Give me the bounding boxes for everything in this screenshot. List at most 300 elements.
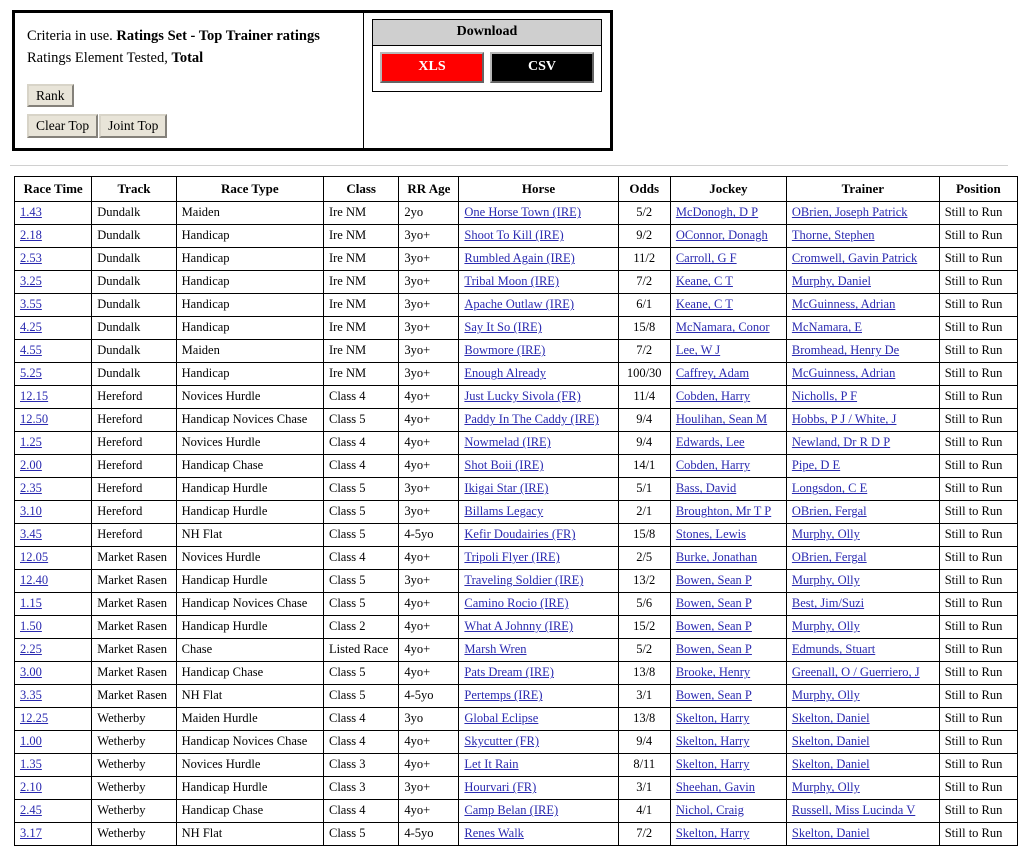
- cell-jockey-link[interactable]: Bowen, Sean P: [675, 642, 752, 657]
- cell-horse-link[interactable]: Camino Rocio (IRE): [464, 596, 569, 611]
- joint-top-button[interactable]: Joint Top: [99, 114, 167, 138]
- cell-horse[interactable]: [459, 799, 618, 822]
- cell-horse-link[interactable]: Camp Belan (IRE): [464, 803, 559, 818]
- cell-jockey[interactable]: [670, 753, 786, 776]
- table-row: [15, 385, 1018, 408]
- cell-trainer-link[interactable]: Longsdon, C E: [791, 481, 868, 496]
- cell-horse[interactable]: [459, 638, 618, 661]
- cell-horse[interactable]: [459, 592, 618, 615]
- cell-jockey-link[interactable]: Brooke, Henry: [675, 665, 751, 680]
- cell-horse-link[interactable]: Traveling Soldier (IRE): [464, 573, 584, 588]
- cell-horse[interactable]: [459, 776, 618, 799]
- download-box: [372, 19, 602, 92]
- cell-trainer-link[interactable]: McGuinness, Adrian: [791, 297, 896, 312]
- cell-track: Hereford: [92, 431, 176, 454]
- header-odds[interactable]: Odds: [618, 176, 670, 201]
- cell-trainer-link[interactable]: Nicholls, P F: [791, 389, 858, 404]
- cell-trainer[interactable]: [786, 569, 939, 592]
- cell-trainer[interactable]: [786, 707, 939, 730]
- cell-race-time[interactable]: [15, 799, 92, 822]
- cell-trainer-link[interactable]: Hobbs, P J / White, J: [791, 412, 897, 427]
- cell-race-time[interactable]: [15, 661, 92, 684]
- cell-horse-link[interactable]: Let It Rain: [464, 757, 519, 772]
- rank-button[interactable]: Rank: [27, 84, 74, 108]
- cell-odds: 15/8: [618, 316, 670, 339]
- cell-trainer[interactable]: [786, 523, 939, 546]
- cell-jockey[interactable]: [670, 707, 786, 730]
- cell-rr-age: 4yo+: [399, 615, 459, 638]
- cell-trainer[interactable]: [786, 293, 939, 316]
- cell-rr-age: 3yo+: [399, 339, 459, 362]
- cell-horse-link[interactable]: One Horse Town (IRE): [464, 205, 581, 220]
- cell-horse[interactable]: [459, 546, 618, 569]
- cell-jockey[interactable]: [670, 293, 786, 316]
- cell-trainer[interactable]: [786, 753, 939, 776]
- cell-race-time-link[interactable]: 12.25: [20, 711, 49, 726]
- cell-jockey-link[interactable]: Bowen, Sean P: [675, 688, 752, 703]
- cell-race-time-link[interactable]: 2.35: [20, 481, 42, 496]
- cell-track: Hereford: [92, 523, 176, 546]
- cell-horse-link[interactable]: Global Eclipse: [464, 711, 539, 726]
- results-body: [15, 201, 1018, 845]
- cell-jockey-link[interactable]: Keane, C T: [675, 297, 733, 312]
- cell-horse[interactable]: [459, 201, 618, 224]
- cell-trainer-link[interactable]: Edmunds, Stuart: [791, 642, 876, 657]
- cell-odds: 9/4: [618, 730, 670, 753]
- cell-horse-link[interactable]: Tripoli Flyer (IRE): [464, 550, 560, 565]
- cell-trainer-link[interactable]: McGuinness, Adrian: [791, 366, 896, 381]
- cell-jockey-link[interactable]: Keane, C T: [675, 274, 733, 289]
- cell-class: Class 5: [323, 523, 398, 546]
- cell-jockey-link[interactable]: Nichol, Craig: [675, 803, 744, 818]
- cell-horse-link[interactable]: Say It So (IRE): [464, 320, 542, 335]
- cell-race-time[interactable]: [15, 569, 92, 592]
- cell-race-time[interactable]: [15, 753, 92, 776]
- cell-class: Ire NM: [323, 270, 398, 293]
- cell-track: Wetherby: [92, 707, 176, 730]
- cell-trainer[interactable]: [786, 592, 939, 615]
- cell-horse[interactable]: [459, 454, 618, 477]
- cell-horse[interactable]: [459, 730, 618, 753]
- cell-race-time-link[interactable]: 2.10: [20, 780, 42, 795]
- table-row: [15, 523, 1018, 546]
- cell-jockey-link[interactable]: Skelton, Harry: [675, 757, 750, 772]
- cell-race-type: Handicap Hurdle: [176, 776, 323, 799]
- cell-jockey[interactable]: [670, 638, 786, 661]
- cell-class: Class 4: [323, 431, 398, 454]
- cell-trainer[interactable]: [786, 546, 939, 569]
- cell-rr-age: 3yo+: [399, 776, 459, 799]
- cell-trainer[interactable]: [786, 385, 939, 408]
- cell-jockey[interactable]: [670, 270, 786, 293]
- cell-horse-link[interactable]: Apache Outlaw (IRE): [464, 297, 575, 312]
- header-trainer[interactable]: Trainer: [786, 176, 939, 201]
- cell-position: Still to Run: [939, 523, 1017, 546]
- cell-odds: 5/2: [618, 201, 670, 224]
- cell-horse[interactable]: [459, 569, 618, 592]
- table-row: [15, 546, 1018, 569]
- cell-trainer[interactable]: [786, 684, 939, 707]
- cell-trainer[interactable]: [786, 799, 939, 822]
- cell-jockey[interactable]: [670, 615, 786, 638]
- cell-race-time[interactable]: [15, 523, 92, 546]
- cell-trainer-link[interactable]: Murphy, Olly: [791, 619, 860, 634]
- cell-horse[interactable]: [459, 523, 618, 546]
- cell-trainer[interactable]: [786, 431, 939, 454]
- cell-race-time-link[interactable]: 2.45: [20, 803, 42, 818]
- cell-jockey[interactable]: [670, 385, 786, 408]
- cell-trainer-link[interactable]: Murphy, Olly: [791, 780, 860, 795]
- download-buttons: [373, 46, 601, 91]
- cell-horse-link[interactable]: Paddy In The Caddy (IRE): [464, 412, 599, 427]
- table-row: [15, 799, 1018, 822]
- download-panel: [364, 13, 610, 100]
- cell-race-time[interactable]: [15, 615, 92, 638]
- cell-track: Market Rasen: [92, 615, 176, 638]
- cell-horse-link[interactable]: Bowmore (IRE): [464, 343, 546, 358]
- cell-horse-link[interactable]: What A Johnny (IRE): [464, 619, 574, 634]
- cell-horse[interactable]: [459, 477, 618, 500]
- cell-race-time-link[interactable]: 1.50: [20, 619, 42, 634]
- cell-trainer-link[interactable]: Russell, Miss Lucinda V: [791, 803, 916, 818]
- cell-class: Class 5: [323, 569, 398, 592]
- cell-trainer[interactable]: [786, 661, 939, 684]
- cell-horse-link[interactable]: Ikigai Star (IRE): [464, 481, 549, 496]
- header-horse[interactable]: Horse: [459, 176, 618, 201]
- cell-track: Wetherby: [92, 799, 176, 822]
- cell-race-time[interactable]: [15, 638, 92, 661]
- cell-odds: 9/4: [618, 431, 670, 454]
- cell-jockey-link[interactable]: Edwards, Lee: [675, 435, 745, 450]
- cell-trainer-link[interactable]: Cromwell, Gavin Patrick: [791, 251, 918, 266]
- cell-trainer-link[interactable]: Skelton, Daniel: [791, 734, 870, 749]
- cell-horse[interactable]: [459, 500, 618, 523]
- cell-horse[interactable]: [459, 293, 618, 316]
- cell-trainer-link[interactable]: Pipe, D E: [791, 458, 841, 473]
- cell-jockey[interactable]: [670, 500, 786, 523]
- cell-trainer-link[interactable]: Bromhead, Henry De: [791, 343, 900, 358]
- cell-jockey[interactable]: [670, 592, 786, 615]
- cell-track: Dundalk: [92, 247, 176, 270]
- cell-race-type: Novices Hurdle: [176, 546, 323, 569]
- cell-jockey-link[interactable]: Skelton, Harry: [675, 734, 750, 749]
- cell-horse[interactable]: [459, 270, 618, 293]
- cell-trainer-link[interactable]: Best, Jim/Suzi: [791, 596, 865, 611]
- cell-horse-link[interactable]: Pats Dream (IRE): [464, 665, 554, 680]
- cell-race-time-link[interactable]: 12.40: [20, 573, 49, 588]
- cell-race-time-link[interactable]: 4.55: [20, 343, 42, 358]
- cell-race-time-link[interactable]: 4.25: [20, 320, 42, 335]
- cell-horse[interactable]: [459, 247, 618, 270]
- cell-race-time-link[interactable]: 2.00: [20, 458, 42, 473]
- cell-horse[interactable]: [459, 408, 618, 431]
- cell-jockey-link[interactable]: Cobden, Harry: [675, 458, 751, 473]
- cell-horse-link[interactable]: Shoot To Kill (IRE): [464, 228, 564, 243]
- cell-jockey-link[interactable]: Bowen, Sean P: [675, 573, 752, 588]
- cell-jockey[interactable]: [670, 822, 786, 845]
- cell-horse[interactable]: [459, 316, 618, 339]
- cell-jockey[interactable]: [670, 523, 786, 546]
- clear-top-button[interactable]: Clear Top: [27, 114, 98, 138]
- cell-position: Still to Run: [939, 385, 1017, 408]
- cell-track: Dundalk: [92, 362, 176, 385]
- cell-jockey[interactable]: [670, 684, 786, 707]
- cell-trainer-link[interactable]: Murphy, Daniel: [791, 274, 871, 289]
- download-csv-button[interactable]: CSV: [490, 52, 594, 83]
- cell-race-time[interactable]: [15, 201, 92, 224]
- cell-horse[interactable]: [459, 684, 618, 707]
- cell-trainer-link[interactable]: McNamara, E: [791, 320, 862, 335]
- header-class[interactable]: Class: [323, 176, 398, 201]
- cell-horse-link[interactable]: Tribal Moon (IRE): [464, 274, 560, 289]
- cell-race-type: Handicap: [176, 224, 323, 247]
- cell-jockey[interactable]: [670, 224, 786, 247]
- cell-race-time[interactable]: [15, 224, 92, 247]
- cell-track: Hereford: [92, 477, 176, 500]
- cell-jockey-link[interactable]: Carroll, G F: [675, 251, 737, 266]
- cell-race-time-link[interactable]: 3.55: [20, 297, 42, 312]
- cell-race-time-link[interactable]: 3.10: [20, 504, 42, 519]
- cell-track: Market Rasen: [92, 546, 176, 569]
- cell-horse-link[interactable]: Nowmelad (IRE): [464, 435, 551, 450]
- header-position[interactable]: Position: [939, 176, 1017, 201]
- cell-trainer-link[interactable]: Murphy, Olly: [791, 688, 860, 703]
- cell-race-time[interactable]: [15, 822, 92, 845]
- cell-race-time[interactable]: [15, 408, 92, 431]
- cell-trainer-link[interactable]: Murphy, Olly: [791, 527, 860, 542]
- cell-trainer-link[interactable]: Newland, Dr R D P: [791, 435, 891, 450]
- cell-race-time[interactable]: [15, 707, 92, 730]
- cell-race-time[interactable]: [15, 431, 92, 454]
- cell-trainer[interactable]: [786, 362, 939, 385]
- cell-jockey[interactable]: [670, 201, 786, 224]
- cell-race-time[interactable]: [15, 270, 92, 293]
- cell-race-time[interactable]: [15, 454, 92, 477]
- cell-jockey[interactable]: [670, 316, 786, 339]
- cell-trainer[interactable]: [786, 477, 939, 500]
- cell-horse-link[interactable]: Rumbled Again (IRE): [464, 251, 575, 266]
- cell-race-time[interactable]: [15, 477, 92, 500]
- cell-race-time[interactable]: [15, 500, 92, 523]
- cell-horse-link[interactable]: Just Lucky Sivola (FR): [464, 389, 581, 404]
- cell-jockey[interactable]: [670, 776, 786, 799]
- cell-horse-link[interactable]: Marsh Wren: [464, 642, 527, 657]
- cell-jockey[interactable]: [670, 339, 786, 362]
- cell-horse[interactable]: [459, 385, 618, 408]
- cell-race-time-link[interactable]: 1.25: [20, 435, 42, 450]
- cell-race-time-link[interactable]: 1.00: [20, 734, 42, 749]
- cell-trainer-link[interactable]: OBrien, Fergal: [791, 550, 867, 565]
- header-race-time[interactable]: Race Time: [15, 176, 92, 201]
- cell-jockey[interactable]: [670, 661, 786, 684]
- criteria-line-2-value: Total: [171, 50, 204, 67]
- cell-track: Hereford: [92, 454, 176, 477]
- cell-jockey[interactable]: [670, 730, 786, 753]
- cell-horse[interactable]: [459, 224, 618, 247]
- cell-jockey-link[interactable]: Lee, W J: [675, 343, 721, 358]
- cell-race-time[interactable]: [15, 385, 92, 408]
- cell-trainer[interactable]: [786, 201, 939, 224]
- cell-trainer[interactable]: [786, 776, 939, 799]
- cell-race-time-link[interactable]: 12.15: [20, 389, 49, 404]
- cell-horse[interactable]: [459, 431, 618, 454]
- cell-track: Dundalk: [92, 270, 176, 293]
- cell-jockey[interactable]: [670, 546, 786, 569]
- cell-track: Hereford: [92, 408, 176, 431]
- cell-race-time-link[interactable]: 1.43: [20, 205, 42, 220]
- cell-jockey-link[interactable]: OConnor, Donagh: [675, 228, 768, 243]
- cell-track: Wetherby: [92, 776, 176, 799]
- cell-jockey-link[interactable]: Bowen, Sean P: [675, 596, 752, 611]
- cell-horse[interactable]: [459, 753, 618, 776]
- cell-rr-age: 3yo+: [399, 569, 459, 592]
- cell-race-time[interactable]: [15, 362, 92, 385]
- cell-race-time-link[interactable]: 12.05: [20, 550, 49, 565]
- table-row: [15, 408, 1018, 431]
- cell-jockey-link[interactable]: Sheehan, Gavin: [675, 780, 755, 795]
- cell-class: Class 5: [323, 684, 398, 707]
- cell-race-time[interactable]: [15, 316, 92, 339]
- download-xls-button[interactable]: XLS: [380, 52, 484, 83]
- cell-class: Class 4: [323, 546, 398, 569]
- header-jockey[interactable]: Jockey: [670, 176, 786, 201]
- cell-horse-link[interactable]: Skycutter (FR): [464, 734, 540, 749]
- cell-horse-link[interactable]: Hourvari (FR): [464, 780, 537, 795]
- cell-jockey[interactable]: [670, 362, 786, 385]
- cell-jockey-link[interactable]: Bowen, Sean P: [675, 619, 752, 634]
- cell-jockey-link[interactable]: Burke, Jonathan: [675, 550, 758, 565]
- cell-trainer[interactable]: [786, 316, 939, 339]
- cell-race-time-link[interactable]: 3.00: [20, 665, 42, 680]
- header-rr-age[interactable]: RR Age: [399, 176, 459, 201]
- table-row: [15, 822, 1018, 845]
- cell-race-time[interactable]: [15, 339, 92, 362]
- cell-trainer[interactable]: [786, 247, 939, 270]
- cell-horse[interactable]: [459, 339, 618, 362]
- cell-trainer[interactable]: [786, 822, 939, 845]
- cell-horse-link[interactable]: Shot Boii (IRE): [464, 458, 544, 473]
- cell-jockey-link[interactable]: McNamara, Conor: [675, 320, 770, 335]
- cell-race-time[interactable]: [15, 546, 92, 569]
- cell-trainer-link[interactable]: OBrien, Fergal: [791, 504, 867, 519]
- cell-jockey-link[interactable]: McDonogh, D P: [675, 205, 759, 220]
- cell-race-time[interactable]: [15, 730, 92, 753]
- cell-class: Class 5: [323, 477, 398, 500]
- cell-horse[interactable]: [459, 661, 618, 684]
- cell-trainer-link[interactable]: Greenall, O / Guerriero, J: [791, 665, 920, 680]
- header-track[interactable]: Track: [92, 176, 176, 201]
- cell-jockey-link[interactable]: Caffrey, Adam: [675, 366, 750, 381]
- cell-trainer-link[interactable]: Murphy, Olly: [791, 573, 860, 588]
- cell-trainer[interactable]: [786, 339, 939, 362]
- cell-race-time[interactable]: [15, 684, 92, 707]
- cell-race-time[interactable]: [15, 247, 92, 270]
- cell-race-type: Handicap Chase: [176, 661, 323, 684]
- table-row: [15, 753, 1018, 776]
- cell-position: Still to Run: [939, 454, 1017, 477]
- cell-track: Hereford: [92, 500, 176, 523]
- cell-race-time[interactable]: [15, 293, 92, 316]
- cell-trainer-link[interactable]: Skelton, Daniel: [791, 711, 870, 726]
- cell-jockey[interactable]: [670, 247, 786, 270]
- cell-class: Class 4: [323, 707, 398, 730]
- cell-jockey[interactable]: [670, 431, 786, 454]
- cell-odds: 7/2: [618, 270, 670, 293]
- cell-trainer[interactable]: [786, 270, 939, 293]
- cell-jockey-link[interactable]: Stones, Lewis: [675, 527, 746, 542]
- cell-trainer[interactable]: [786, 638, 939, 661]
- cell-trainer[interactable]: [786, 500, 939, 523]
- cell-horse[interactable]: [459, 822, 618, 845]
- cell-horse[interactable]: [459, 707, 618, 730]
- cell-trainer[interactable]: [786, 730, 939, 753]
- cell-trainer-link[interactable]: Thorne, Stephen: [791, 228, 875, 243]
- cell-race-time-link[interactable]: 2.25: [20, 642, 42, 657]
- cell-race-time-link[interactable]: 1.15: [20, 596, 42, 611]
- cell-horse-link[interactable]: Billams Legacy: [464, 504, 544, 519]
- cell-jockey[interactable]: [670, 569, 786, 592]
- criteria-line-2-prefix: Ratings Element Tested,: [27, 50, 168, 67]
- cell-race-time-link[interactable]: 3.17: [20, 826, 42, 841]
- results-table: [14, 176, 1018, 846]
- cell-race-time[interactable]: [15, 592, 92, 615]
- cell-jockey[interactable]: [670, 477, 786, 500]
- cell-trainer[interactable]: [786, 615, 939, 638]
- cell-jockey-link[interactable]: Skelton, Harry: [675, 826, 750, 841]
- cell-jockey[interactable]: [670, 408, 786, 431]
- cell-race-time-link[interactable]: 5.25: [20, 366, 42, 381]
- cell-class: Class 5: [323, 408, 398, 431]
- cell-race-time-link[interactable]: 3.35: [20, 688, 42, 703]
- cell-jockey-link[interactable]: Broughton, Mr T P: [675, 504, 772, 519]
- cell-rr-age: 3yo+: [399, 477, 459, 500]
- cell-horse-link[interactable]: Renes Walk: [464, 826, 524, 841]
- cell-horse-link[interactable]: Kefir Doudairies (FR): [464, 527, 576, 542]
- cell-trainer[interactable]: [786, 454, 939, 477]
- cell-jockey-link[interactable]: Bass, David: [675, 481, 737, 496]
- cell-horse[interactable]: [459, 615, 618, 638]
- cell-rr-age: 3yo+: [399, 293, 459, 316]
- cell-race-time-link[interactable]: 3.25: [20, 274, 42, 289]
- cell-trainer-link[interactable]: Skelton, Daniel: [791, 757, 870, 772]
- table-row: [15, 316, 1018, 339]
- cell-race-time-link[interactable]: 12.50: [20, 412, 49, 427]
- cell-horse-link[interactable]: Enough Already: [464, 366, 546, 381]
- cell-jockey-link[interactable]: Houlihan, Sean M: [675, 412, 768, 427]
- cell-jockey[interactable]: [670, 454, 786, 477]
- cell-trainer[interactable]: [786, 408, 939, 431]
- cell-rr-age: 2yo: [399, 201, 459, 224]
- cell-rr-age: 3yo+: [399, 316, 459, 339]
- cell-position: Still to Run: [939, 684, 1017, 707]
- cell-race-time[interactable]: [15, 776, 92, 799]
- cell-race-time-link[interactable]: 1.35: [20, 757, 42, 772]
- cell-horse[interactable]: [459, 362, 618, 385]
- cell-trainer-link[interactable]: OBrien, Joseph Patrick: [791, 205, 908, 220]
- cell-race-time-link[interactable]: 2.53: [20, 251, 42, 266]
- cell-trainer[interactable]: [786, 224, 939, 247]
- cell-rr-age: 4yo+: [399, 753, 459, 776]
- cell-jockey-link[interactable]: Cobden, Harry: [675, 389, 751, 404]
- cell-jockey[interactable]: [670, 799, 786, 822]
- header-race-type[interactable]: Race Type: [176, 176, 323, 201]
- cell-jockey-link[interactable]: Skelton, Harry: [675, 711, 750, 726]
- cell-horse-link[interactable]: Pertemps (IRE): [464, 688, 543, 703]
- cell-position: Still to Run: [939, 592, 1017, 615]
- cell-race-time-link[interactable]: 3.45: [20, 527, 42, 542]
- cell-trainer-link[interactable]: Skelton, Daniel: [791, 826, 870, 841]
- cell-race-time-link[interactable]: 2.18: [20, 228, 42, 243]
